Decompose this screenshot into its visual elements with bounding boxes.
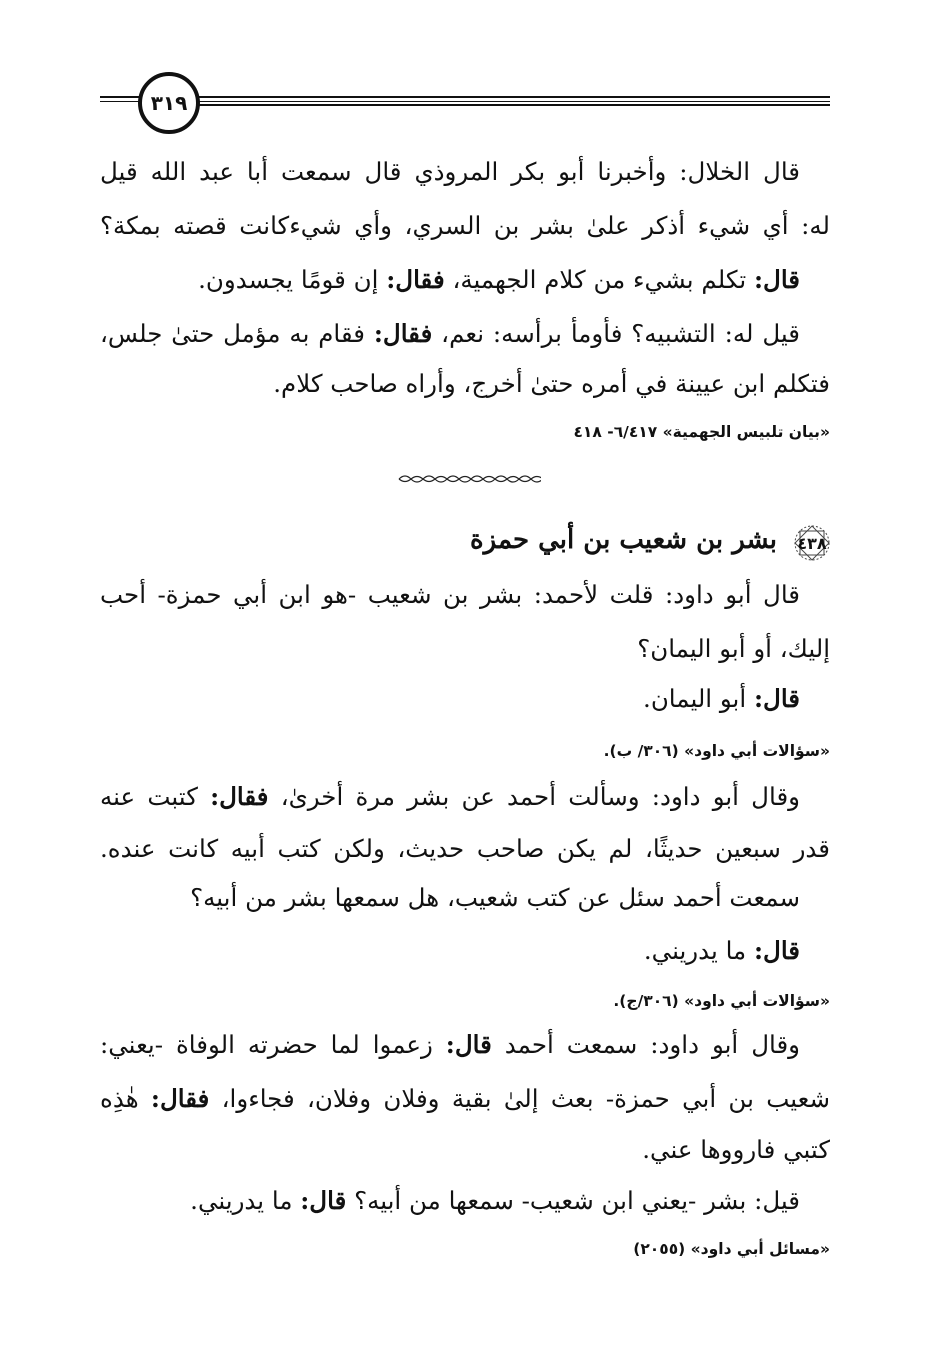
citation: «سؤالات أبي داود» (٣٠٦/ج). xyxy=(613,992,830,1010)
text-run: وقال أبو داود: سمعت أحمد xyxy=(491,1030,800,1059)
text-line: إليك، أو أبو اليمان؟ xyxy=(637,634,830,663)
keyword: فقال: xyxy=(150,1084,210,1113)
text-line: سمعت أحمد سئل عن كتب شعيب، هل سمعها بشر من أبيه؟ xyxy=(190,883,800,912)
citation: «سؤالات أبي داود» (٣٠٦/ ب). xyxy=(603,742,830,760)
text-line: قال الخلال: وأخبرنا أبو بكر المروذي قال سمعت أبا عبد الله قيل xyxy=(100,157,800,186)
keyword: قال: xyxy=(753,265,800,294)
citation: «مسائل أبي داود» (٢٠٥٥) xyxy=(633,1240,830,1258)
keyword: فقال: xyxy=(210,782,269,811)
text-run: زعموا لما حضرته الوفاة -يعني: xyxy=(100,1030,446,1059)
keyword: قال: xyxy=(300,1186,347,1215)
text-run: ما يدريني. xyxy=(190,1186,301,1215)
keyword: فقال: xyxy=(373,319,433,348)
keyword: قال: xyxy=(753,936,800,965)
section-title: بشر بن شعيب بن أبي حمزة xyxy=(470,525,777,555)
text-run: شعيب بن أبي حمزة- بعث إلىٰ بقية وفلان وفلان، فجاءوا، xyxy=(209,1084,830,1113)
text-run: أبو اليمان. xyxy=(643,684,754,713)
entry-number-badge xyxy=(792,523,832,563)
text-run: قيل: بشر -يعني ابن شعيب- سمعها من أبيه؟ xyxy=(346,1186,800,1215)
text-line xyxy=(100,934,800,968)
text-run: وقال أبو داود: وسألت أحمد عن بشر مرة أخرىٰ، xyxy=(268,782,800,811)
keyword: قال: xyxy=(753,684,800,713)
header-rule-top xyxy=(198,96,830,102)
text-run: كتبت عنه xyxy=(100,782,211,811)
text-run: فقام به مؤمل حتىٰ جلس، xyxy=(100,319,374,348)
text-run: قيل له: التشبيه؟ فأومأ برأسه: نعم، xyxy=(432,319,800,348)
text-line xyxy=(100,1184,800,1218)
text-run: إن قومًا يجسدون. xyxy=(198,265,387,294)
keyword: قال: xyxy=(445,1030,492,1059)
keyword: فقال: xyxy=(386,265,445,294)
text-line xyxy=(100,1082,830,1116)
text-run: تكلم بشيء من كلام الجهمية، xyxy=(444,265,754,294)
text-line: له: أي شيء أذكر علىٰ بشر بن السري، وأي شيءكانت قصته بمكة؟ xyxy=(100,211,830,240)
page-number: ٣١٩ xyxy=(138,72,200,134)
text-line xyxy=(100,317,800,351)
text-line: قال أبو داود: قلت لأحمد: بشر بن شعيب -هو ابن أبي حمزة- أحب xyxy=(100,580,800,609)
text-run: ما يدريني. xyxy=(643,936,754,965)
text-run: هٰذِه xyxy=(100,1084,151,1113)
text-line: كتبي فارووها عني. xyxy=(642,1135,830,1164)
header-rule-bottom xyxy=(198,104,830,109)
text-line: فتكلم ابن عيينة في أمره حتىٰ أخرج، وأراه صاحب كلام. xyxy=(273,369,830,398)
ornament-divider xyxy=(395,473,541,485)
text-line xyxy=(100,1028,800,1062)
text-line: قدر سبعين حديثًا، لم يكن صاحب حديث، ولكن كتب أبيه كانت عنده. xyxy=(100,834,830,863)
entry-number: ٤٣٨ xyxy=(797,533,827,553)
text-line xyxy=(100,263,800,297)
citation: «بيان تلبيس الجهمية» ٦/٤١٧- ٤١٨ xyxy=(573,423,830,441)
text-line xyxy=(100,682,800,716)
text-line xyxy=(100,780,800,814)
header-rule-left xyxy=(100,96,142,102)
